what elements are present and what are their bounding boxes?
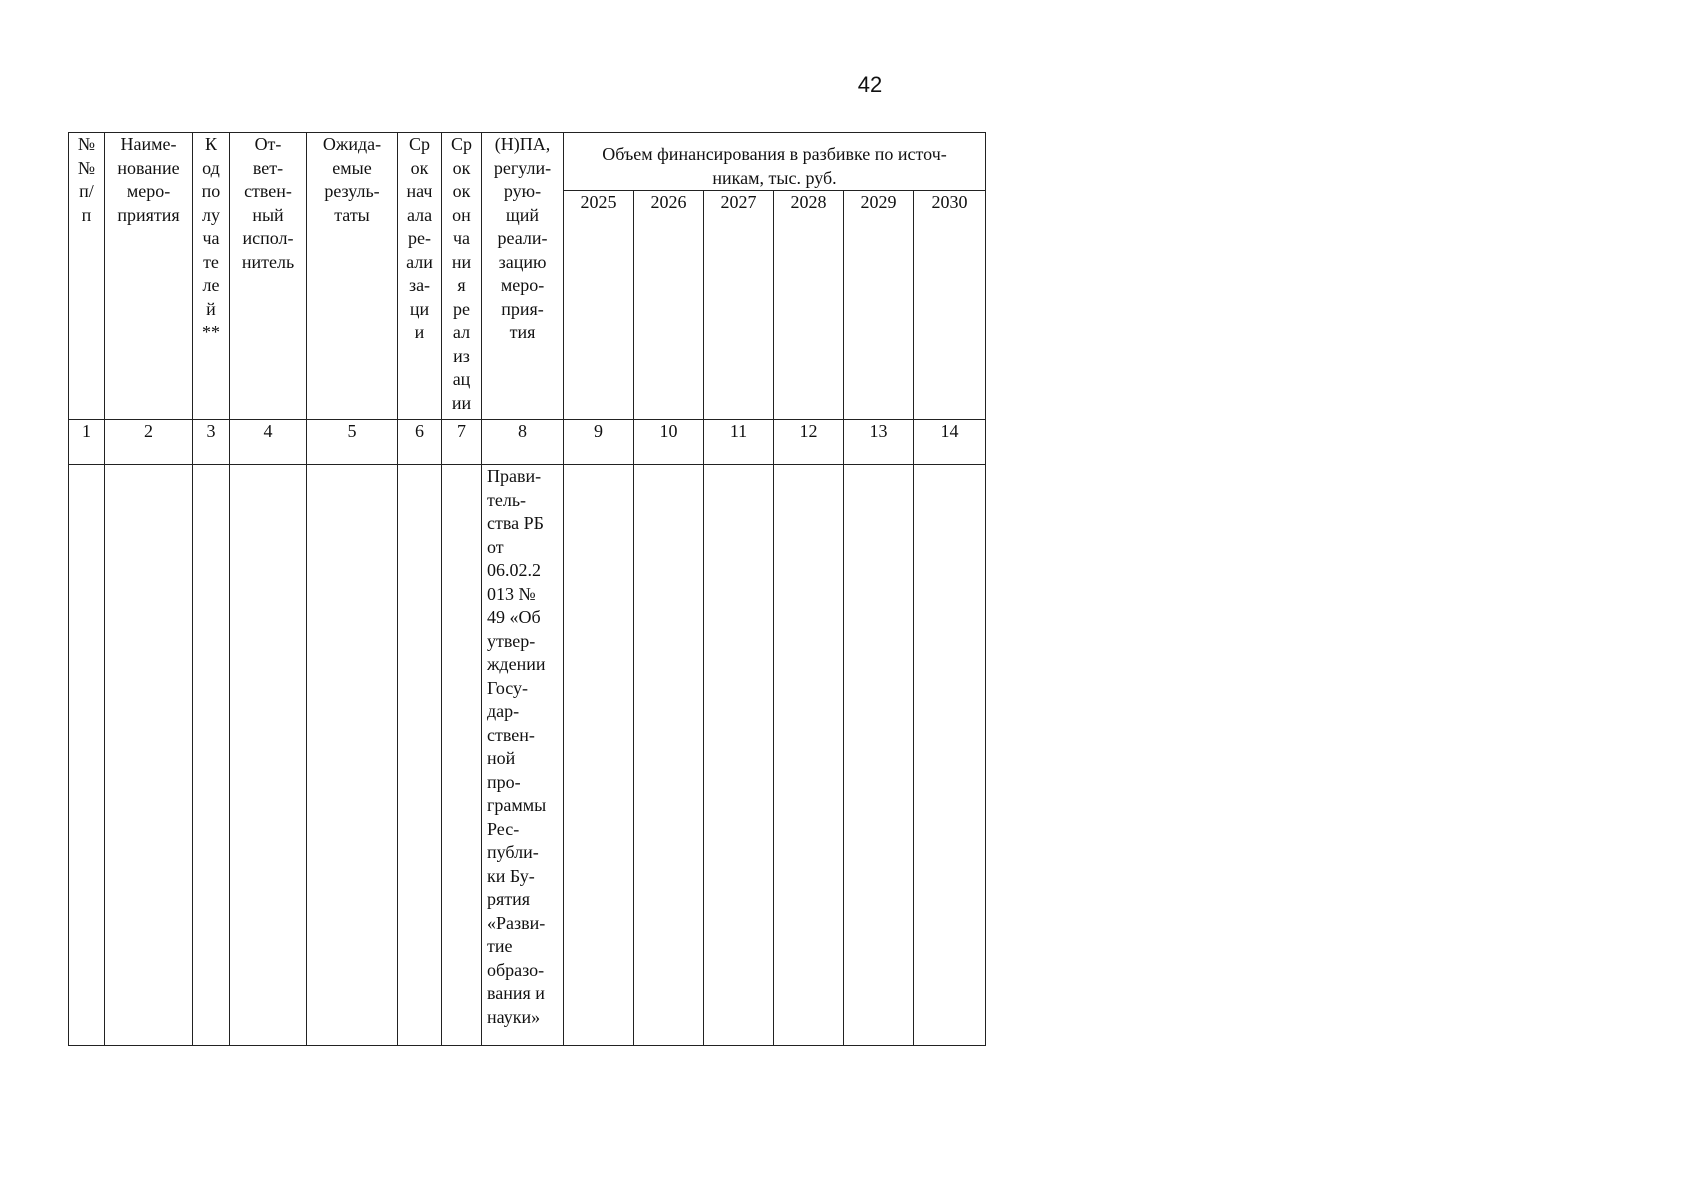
column-number: 4	[230, 420, 307, 465]
column-number: 11	[704, 420, 774, 465]
cell-empty	[774, 465, 844, 1046]
cell-empty	[230, 465, 307, 1046]
cell-empty	[634, 465, 704, 1046]
year-cell: 2027	[704, 191, 774, 420]
column-number: 13	[844, 420, 914, 465]
cell-empty	[844, 465, 914, 1046]
header-end-date: Ср ок ок он ча ни я ре ал из ац ии	[442, 133, 482, 420]
cell-empty	[193, 465, 230, 1046]
header-npa: (Н)ПА, регули- рую- щий реали- зацию меро- прия- тия	[482, 133, 564, 420]
column-number: 1	[69, 420, 105, 465]
cell-empty	[69, 465, 105, 1046]
column-number: 9	[564, 420, 634, 465]
year-cell: 2029	[844, 191, 914, 420]
column-number: 5	[307, 420, 398, 465]
year-cell: 2026	[634, 191, 704, 420]
column-number: 10	[634, 420, 704, 465]
header-activity-name: Наиме- нование меро- приятия	[105, 133, 193, 420]
cell-empty	[442, 465, 482, 1046]
header-recipient-code: К од по лу ча те ле й **	[193, 133, 230, 420]
column-number: 3	[193, 420, 230, 465]
header-funding: Объем финансирования в разбивке по источ- никам, тыс. руб.	[564, 133, 986, 191]
header-executor: От- вет- ствен- ный испол- нитель	[230, 133, 307, 420]
year-cell: 2025	[564, 191, 634, 420]
cell-empty	[564, 465, 634, 1046]
column-number: 14	[914, 420, 986, 465]
header-expected-results: Ожида- емые резуль- таты	[307, 133, 398, 420]
year-cell: 2028	[774, 191, 844, 420]
column-number: 2	[105, 420, 193, 465]
cell-empty	[914, 465, 986, 1046]
financing-table	[68, 132, 986, 1046]
header-row	[69, 133, 986, 191]
year-cell: 2030	[914, 191, 986, 420]
header-start-date: Ср ок нач ала ре- али за- ци и	[398, 133, 442, 420]
column-number: 8	[482, 420, 564, 465]
header-item-number: № № п/ п	[69, 133, 105, 420]
column-number: 7	[442, 420, 482, 465]
cell-empty	[398, 465, 442, 1046]
cell-empty	[105, 465, 193, 1046]
column-numbers-row	[69, 420, 986, 465]
cell-empty	[307, 465, 398, 1046]
column-number: 12	[774, 420, 844, 465]
npa-text-cell: Прави- тель- ства РБ от 06.02.2 013 № 49 «Об утвер- ждении Госу- дар- ствен- ной про- граммы Рес- публи- ки Бу- рятия «Разви- тие образо- вания и науки»	[482, 465, 564, 1046]
cell-empty	[704, 465, 774, 1046]
column-number: 6	[398, 420, 442, 465]
table-row	[69, 465, 986, 1046]
page-number: 42	[857, 72, 883, 97]
